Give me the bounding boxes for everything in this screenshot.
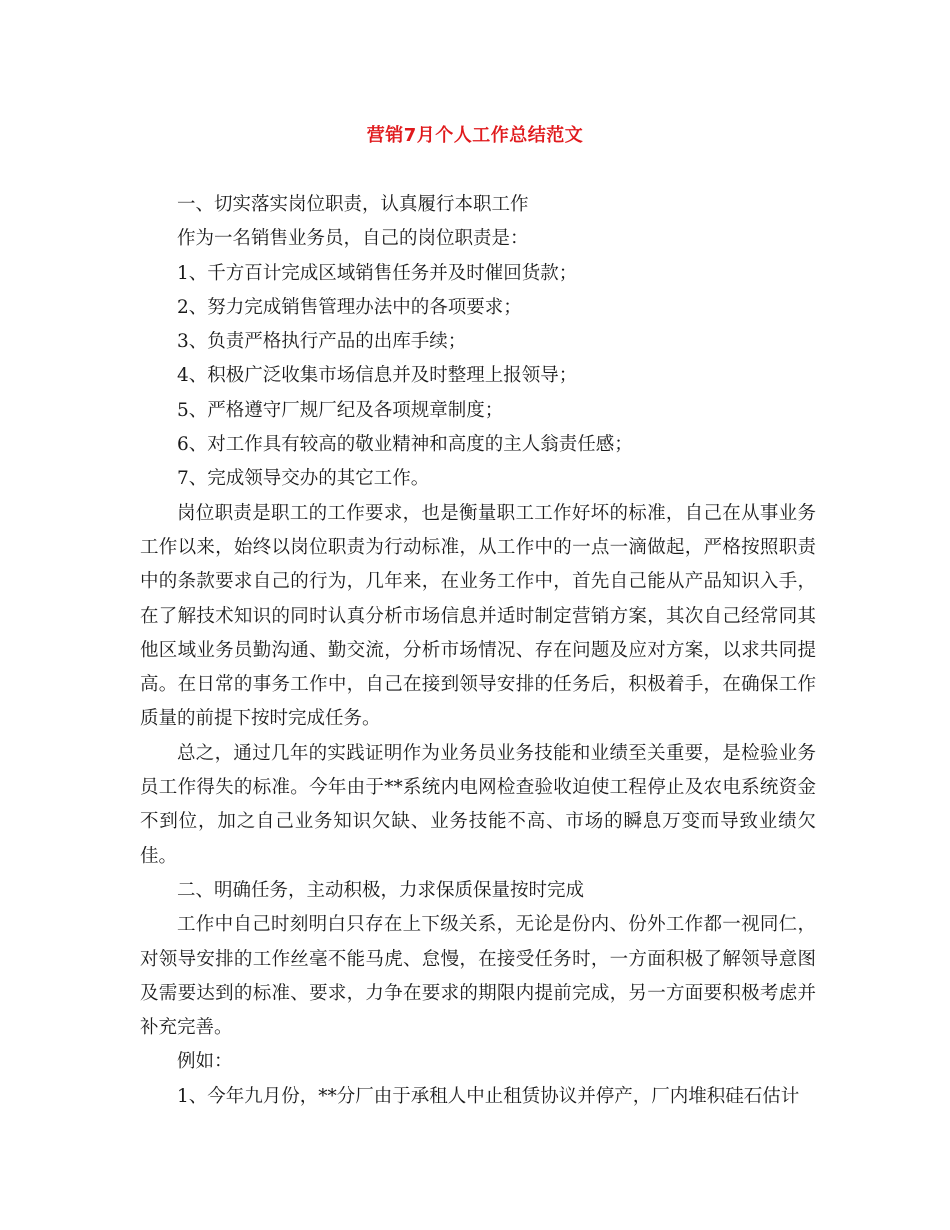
list-item: 3、负责严格执行产品的出库手续；: [177, 331, 467, 353]
section-heading: 二、明确任务，主动积极，力求保质保量按时完成: [177, 879, 585, 901]
list-item: 1、千方百计完成区域销售任务并及时催回货款；: [177, 262, 578, 284]
list-item: 7、完成领导交办的其它工作。: [177, 468, 430, 490]
document-body: [140, 188, 816, 1114]
list-item: 6、对工作具有较高的敬业精神和高度的主人翁责任感；: [177, 434, 633, 456]
section-heading: 一、切实落实岗位职责，认真履行本职工作: [177, 194, 529, 215]
paragraph: 总之，通过几年的实践证明作为业务员业务技能和业绩至关重要，是检验业务员工作得失的标准。今年由于**系统内电网检查验收迫使工程停止及农电系统资金不到位，加之自己业务知识欠缺、业务技能不高、市场的瞬息万变而导致业绩欠佳。: [140, 742, 816, 867]
paragraph: 工作中自己时刻明白只存在上下级关系，无论是份内、份外工作都一视同仁，对领导安排的工作丝毫不能马虎、怠慢，在接受任务时，一方面积极了解领导意图及需要达到的标准、要求，力争在要求的期限内提前完成，另一方面要积极考虑并补充完善。: [140, 914, 816, 1039]
paragraph: 作为一名销售业务员，自己的岗位职责是：: [177, 228, 529, 250]
list-item: 1、今年九月份，**分厂由于承租人中止租赁协议并停产，厂内堆积硅石估计: [177, 1085, 800, 1107]
document-title: 营销7月个人工作总结范文: [366, 125, 584, 146]
list-item: 2、努力完成销售管理办法中的各项要求；: [177, 296, 522, 318]
paragraph: 例如：: [177, 1051, 233, 1073]
list-item: 5、严格遵守厂规厂纪及各项规章制度；: [177, 399, 504, 421]
paragraph: 岗位职责是职工的工作要求，也是衡量职工工作好坏的标准，自己在从事业务工作以来，始终以岗位职责为行动标准，从工作中的一点一滴做起，严格按照职责中的条款要求自己的行为，几年来，在业务工作中，首先自己能从产品知识入手，在了解技术知识的同时认真分析市场信息并适时制定营销方案，其次自己经常同其他区域业务员勤沟通、勤交流，分析市场情况、存在问题及应对方案，以求共同提高。在日常的事务工作中，自己在接到领导安排的任务后，积极着手，在确保工作质量的前提下按时完成任务。: [140, 502, 816, 730]
list-item: 4、积极广泛收集市场信息并及时整理上报领导；: [177, 365, 578, 387]
